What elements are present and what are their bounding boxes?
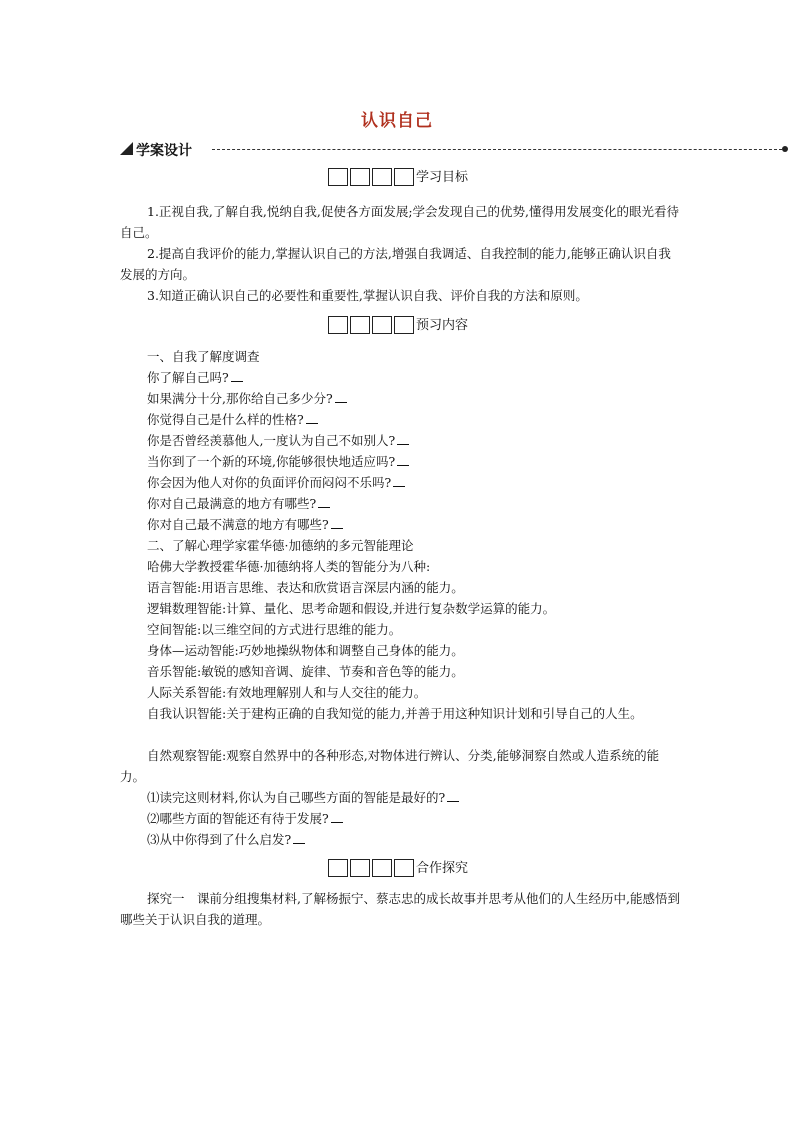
intelligence-item: 语言智能:用语言思维、表达和欣赏语言深层内涵的能力。 [147, 580, 464, 595]
intelligence-item: 音乐智能:敏锐的感知音调、旋律、节奏和音色等的能力。 [147, 664, 464, 679]
theory-title: 二、了解心理学家霍华德·加德纳的多元智能理论 [147, 538, 414, 553]
banner-label: 学案设计 [136, 143, 192, 159]
intelligence-item: 身体—运动智能:巧妙地操纵物体和调整自己身体的能力。 [147, 643, 464, 658]
survey-question: 你了解自己吗? [147, 367, 243, 388]
theory-intro: 哈佛大学教授霍华德·加德纳将人类的智能分为八种: [147, 559, 431, 574]
reflect-question: ⑴读完这则材料,你认为自己哪些方面的智能是最好的? [147, 787, 459, 808]
survey-question: 你是否曾经羡慕他人,一度认为自己不如别人? [147, 430, 409, 451]
survey-question: 你觉得自己是什么样的性格? [147, 409, 318, 430]
section-header-preview [328, 316, 468, 334]
section-banner [120, 140, 788, 160]
end-dot-icon [782, 146, 788, 152]
reflect-question: ⑵哪些方面的智能还有待于发展? [147, 808, 343, 829]
intelligence-item: 自我认识智能:关于建构正确的自我知觉的能力,并善于用这种知识计划和引导自己的人生。 [147, 706, 643, 721]
survey-question: 你会因为他人对你的负面评价而闷闷不乐吗? [147, 472, 405, 493]
header-boxes-icon [328, 316, 416, 334]
explore-text: 探究一 课前分组搜集材料,了解杨振宁、蔡志忠的成长故事并思考从他们的人生经历中,能感悟到哪些关于认识自我的道理。 [120, 891, 680, 927]
intelligence-item: 空间智能:以三维空间的方式进行思维的能力。 [147, 622, 402, 637]
section-label-preview: 预习内容 [416, 318, 469, 333]
dotted-divider [212, 149, 782, 150]
header-boxes-icon [328, 168, 416, 186]
intelligence-item: 自然观察智能:观察自然界中的各种形态,对物体进行辨认、分类,能够洞察自然或人造系统的能力。 [120, 748, 660, 784]
goal-item: 1.正视自我,了解自我,悦纳自我,促使各方面发展;学会发现自己的优势,懂得用发展变化的眼光看待自己。 [120, 204, 680, 240]
triangle-icon [120, 142, 133, 155]
page-title: 认识自己 [361, 111, 433, 131]
reflect-question: ⑶从中你得到了什么启发? [147, 829, 305, 850]
survey-question: 你对自己最满意的地方有哪些? [147, 493, 330, 514]
goal-item: 3.知道正确认识自己的必要性和重要性,掌握认识自我、评价自我的方法和原则。 [147, 288, 588, 303]
goal-item: 2.提高自我评价的能力,掌握认识自己的方法,增强自我调适、自我控制的能力,能够正确认识自我发展的方向。 [120, 246, 671, 282]
section-header-goals [328, 168, 468, 186]
intelligence-item: 人际关系智能:有效地理解别人和与人交往的能力。 [147, 685, 427, 700]
section-label-goals: 学习目标 [416, 170, 469, 185]
section-header-explore [328, 859, 468, 877]
header-boxes-icon [328, 859, 416, 877]
intelligence-item: 逻辑数理智能:计算、量化、思考命题和假设,并进行复杂数学运算的能力。 [147, 601, 556, 616]
survey-title: 一、自我了解度调查 [147, 349, 260, 364]
survey-question: 当你到了一个新的环境,你能够很快地适应吗? [147, 451, 409, 472]
survey-question: 如果满分十分,那你给自己多少分? [147, 388, 347, 409]
section-label-explore: 合作探究 [416, 861, 469, 876]
survey-question: 你对自己最不满意的地方有哪些? [147, 514, 343, 535]
